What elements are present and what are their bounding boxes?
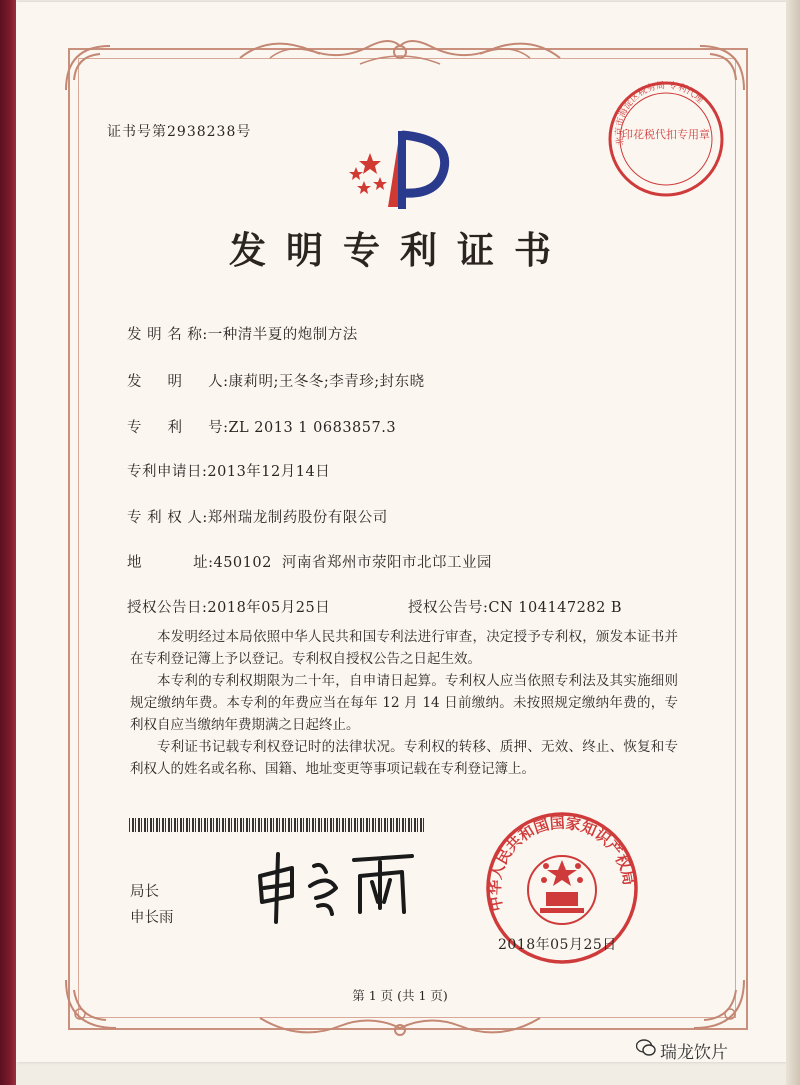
patentee-row (127, 506, 388, 527)
page-number: 第 1 页 (共 1 页) (352, 988, 448, 1003)
seal-date: 2018年05月25日 (498, 937, 617, 953)
address-row (127, 551, 492, 572)
grant-number-label: 授权公告号: (408, 600, 489, 616)
patent-office-logo (340, 125, 460, 215)
national-seal-ring-text: 中华人民共和国国家知识产权局 (485, 813, 639, 913)
patent-number-label: 专 利 号: (127, 420, 229, 436)
address-label: 地 址: (127, 555, 214, 571)
patent-number-value: ZL 2013 1 0683857.3 (228, 420, 397, 436)
grant-date-row (127, 596, 330, 617)
director-title: 局长 (130, 884, 159, 900)
patent-number-row (127, 416, 396, 437)
grant-number-value: CN 104147282 B (488, 600, 623, 616)
body-paragraph-3: 专利证书记载专利权登记时的法律状况。专利权的转移、质押、无效、终止、恢复和专利权人的姓名或名称、国籍、地址变更等事项记载在专利登记簿上。 (130, 739, 678, 777)
grant-date-value: 2018年05月25日 (207, 600, 331, 616)
director-name: 申长雨 (130, 910, 174, 926)
grant-number-row (408, 596, 622, 617)
tax-seal-center-text: 印花税代扣专用章 (622, 128, 710, 141)
binding-strip (0, 0, 16, 1085)
filing-date-value: 2013年12月14日 (207, 464, 331, 480)
certificate-title: 发明专利证书 (229, 229, 571, 272)
tax-seal-ring-text: 北京市海淀区税务局 专利代理 (614, 80, 705, 147)
invention-name-row (127, 323, 358, 344)
inventor-value: 康莉明;王冬冬;李青珍;封东晓 (228, 374, 425, 390)
patentee-label: 专 利 权 人: (127, 510, 208, 526)
filing-date-row (127, 460, 330, 481)
address-value: 450102 河南省郑州市荥阳市北邙工业园 (213, 555, 493, 571)
page-edge (786, 0, 800, 1085)
certificate-number: 证书号第2938238号 (107, 124, 252, 140)
body-paragraph-1: 本发明经过本局依照中华人民共和国专利法进行审查，决定授予专利权，颁发本证书并在专利登记簿上予以登记。专利权自授权公告之日起生效。 (130, 629, 678, 667)
invention-name-value: 一种清半夏的炮制方法 (207, 327, 358, 343)
top-ornament (230, 28, 570, 72)
inventor-row (127, 370, 425, 391)
corner-ornament-top-left (60, 40, 120, 100)
grant-date-label: 授权公告日: (127, 600, 208, 616)
handwritten-signature (252, 846, 422, 926)
certificate-body (130, 626, 678, 780)
wechat-icon (636, 1039, 656, 1057)
inventor-label: 发 明 人: (127, 374, 229, 390)
watermark-text: 瑞龙饮片 (660, 1043, 728, 1063)
body-paragraph-2: 本专利的专利权期限为二十年，自申请日起算。专利权人应当依照专利法及其实施细则规定缴纳年费。本专利的年费应当在每年 12 月 14 日前缴纳。未按照规定缴纳年费的，专利权自应当缴纳年费期满之日起终止。 (130, 673, 678, 733)
barcode (129, 818, 425, 832)
patentee-value: 郑州瑞龙制药股份有限公司 (207, 510, 388, 526)
invention-name-label: 发 明 名 称: (127, 327, 208, 343)
filing-date-label: 专利申请日: (127, 464, 208, 480)
tax-seal-stamp (605, 78, 727, 200)
bottom-ornament (250, 1008, 550, 1048)
